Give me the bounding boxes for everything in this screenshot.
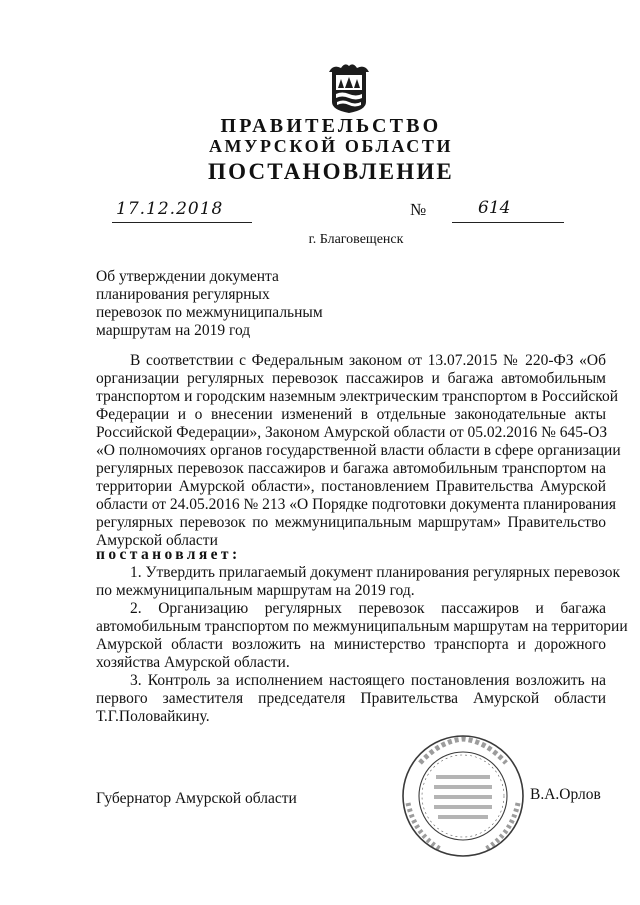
item-3-line: первого заместителя председателя Правительства Амурской области bbox=[96, 690, 606, 707]
preamble-line: регулярных перевозок по межмуниципальным маршрутам» Правительство bbox=[96, 514, 606, 531]
resolves-keyword: постановляет: bbox=[96, 546, 241, 563]
preamble-line: территории Амурской области», постановлением Правительства Амурской bbox=[96, 478, 606, 495]
subject-line: перевозок по межмуниципальным bbox=[96, 304, 323, 321]
item-2-line: Амурской области возложить на министерство транспорта и дорожного bbox=[96, 636, 606, 653]
preamble-line: Амурской области bbox=[96, 532, 218, 549]
preamble-line: регулярных перевозок пассажиров и багажа автомобильным транспортом на bbox=[96, 460, 606, 477]
item-1-line: 1. Утвердить прилагаемый документ планирования регулярных перевозок bbox=[130, 564, 621, 581]
subject-line: маршрутам на 2019 год bbox=[96, 322, 251, 339]
document-number: 614 bbox=[478, 198, 511, 218]
signer-title: Губернатор Амурской области bbox=[96, 790, 297, 807]
item-3-line: 3. Контроль за исполнением настоящего постановления возложить на bbox=[130, 672, 606, 689]
number-sign: № bbox=[410, 200, 427, 219]
item-2-line: 2. Организацию регулярных перевозок пассажиров и багажа bbox=[130, 600, 606, 617]
region-name: АМУРСКОЙ ОБЛАСТИ bbox=[208, 136, 454, 156]
city: г. Благовещенск bbox=[308, 232, 404, 247]
government-name: ПРАВИТЕЛЬСТВО bbox=[220, 115, 442, 137]
item-1-line: по межмуниципальным маршрутам на 2019 год. bbox=[96, 582, 415, 599]
preamble-line: Федерации и о внесении изменений в отдельные законодательные акты bbox=[96, 406, 606, 423]
preamble-line: Российской Федерации», Законом Амурской области от 05.02.2016 № 645-ОЗ bbox=[96, 424, 608, 441]
document-subject bbox=[96, 268, 356, 340]
item-2-line: автомобильным транспортом по межмуниципальным маршрутам на территории bbox=[96, 618, 628, 635]
document-type: ПОСТАНОВЛЕНИЕ bbox=[208, 159, 454, 184]
subject-line: планирования регулярных bbox=[96, 286, 270, 303]
preamble-line: В соответствии с Федеральным законом от 13.07.2015 № 220-ФЗ «Об bbox=[130, 352, 606, 369]
document-date: 17.12.2018 bbox=[116, 199, 224, 219]
preamble-line: организации регулярных перевозок пассажиров и багажа автомобильным bbox=[96, 370, 606, 387]
subject-line: Об утверждении документа bbox=[96, 268, 279, 285]
official-seal-stamp bbox=[400, 733, 526, 859]
preamble-line: области от 24.05.2016 № 213 «О Порядке подготовки документа планирования bbox=[96, 496, 616, 513]
preamble-line: «О полномочиях органов государственной власти области в сфере организации bbox=[96, 442, 621, 459]
preamble-line: транспортом и городским наземным электрическим транспортом в Российской bbox=[96, 388, 619, 405]
signer-name: В.А.Орлов bbox=[530, 786, 601, 803]
coat-of-arms-icon bbox=[327, 62, 371, 114]
item-2-line: хозяйства Амурской области. bbox=[96, 654, 290, 671]
item-3-line: Т.Г.Половайкину. bbox=[96, 708, 210, 725]
